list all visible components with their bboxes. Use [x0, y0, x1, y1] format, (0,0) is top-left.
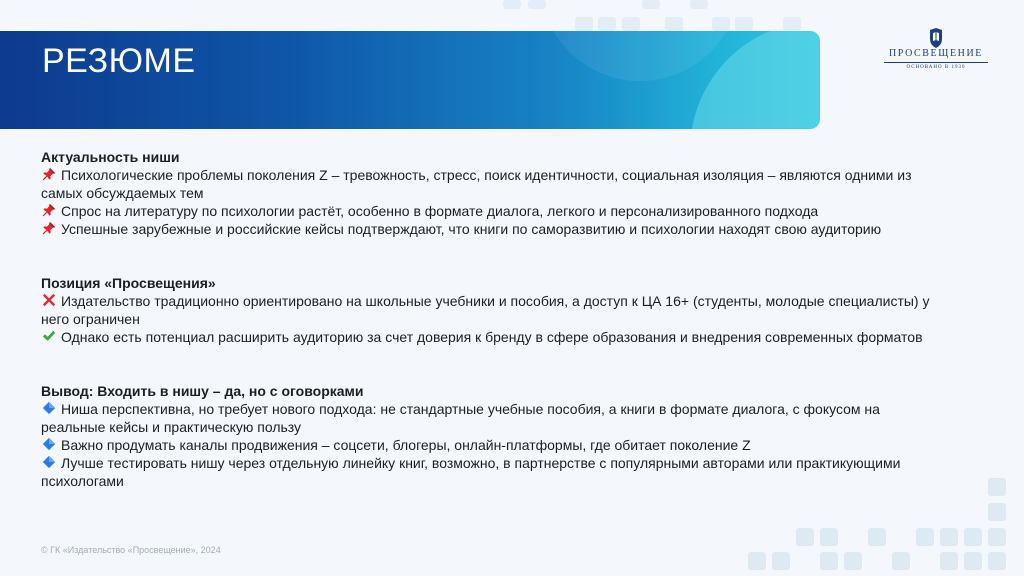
decor-square	[690, 0, 708, 9]
logo-subtitle: ОСНОВАНО В 1930	[906, 65, 966, 70]
pushpin-icon	[41, 167, 57, 181]
cross-mark-icon	[41, 293, 57, 307]
decor-square	[503, 0, 521, 9]
list-item	[41, 202, 941, 220]
decor-square	[598, 17, 616, 31]
decor-square	[642, 0, 660, 9]
decor-square	[528, 0, 546, 9]
list-item	[41, 220, 941, 238]
list-item	[41, 454, 941, 490]
decor-square	[748, 552, 766, 570]
section-niche-relevance	[41, 148, 941, 238]
decor-square	[940, 552, 958, 570]
item-text: Успешные зарубежные и российские кейсы подтверждают, что книги по саморазвитию и психологии находят свою аудиторию	[61, 221, 882, 237]
item-text: Ниша перспективна, но требует нового подхода: не стандартные учебные пособия, а книги в формате диалога, с фокусом на реальные кейсы и практическую пользу	[41, 401, 880, 435]
book-shield-icon	[928, 28, 944, 48]
section-heading: Позиция «Просвещения»	[41, 275, 216, 291]
decor-square	[964, 528, 982, 546]
decor-square	[892, 552, 910, 570]
prosveshchenie-logo	[872, 28, 1000, 72]
item-text: Лучше тестировать нишу через отдельную линейку книг, возможно, в партнерстве с популярными авторами или практикующими психологами	[41, 455, 901, 489]
decor-square	[796, 528, 814, 546]
slide-title: РЕЗЮМЕ	[42, 42, 196, 80]
blue-diamond-icon	[41, 455, 57, 469]
list-item	[41, 292, 941, 328]
decor-square	[820, 552, 838, 570]
decor-square	[575, 17, 593, 31]
decor-square	[712, 17, 730, 31]
decor-square	[772, 552, 790, 570]
pushpin-icon	[41, 203, 57, 217]
decor-square	[988, 503, 1006, 521]
decor-square	[916, 528, 934, 546]
logo-name: ПРОСВЕЩЕНИЕ	[888, 48, 984, 59]
decor-square	[783, 17, 801, 31]
banner-decor-circle	[540, 31, 740, 81]
list-item	[41, 328, 941, 346]
section-company-position	[41, 274, 941, 346]
decor-square	[868, 528, 886, 546]
blue-diamond-icon	[41, 401, 57, 415]
resume-content	[41, 148, 941, 490]
decor-square	[988, 528, 1006, 546]
check-mark-icon	[41, 329, 57, 343]
list-item	[41, 400, 941, 436]
item-text: Психологические проблемы поколения Z – тревожность, стресс, поиск идентичности, социальная изоляция – являются одними из самых обсуждаемых тем	[41, 167, 912, 201]
blue-diamond-icon	[41, 437, 57, 451]
section-heading: Вывод: Входить в нишу – да, но с оговорками	[41, 383, 364, 399]
decor-square	[665, 17, 683, 31]
logo-divider	[884, 62, 988, 63]
decor-square	[820, 528, 838, 546]
decor-square	[964, 552, 982, 570]
section-conclusion	[41, 382, 941, 490]
item-text: Издательство традиционно ориентировано на школьные учебники и пособия, а доступ к ЦА 16+ (студенты, молодые специалисты) у него ограничен	[41, 293, 930, 327]
section-heading: Актуальность ниши	[41, 149, 180, 165]
list-item	[41, 166, 941, 202]
item-text: Важно продумать каналы продвижения – соцсети, блогеры, онлайн-платформы, где обитает поколение Z	[61, 437, 751, 453]
item-text: Однако есть потенциал расширить аудиторию за счет доверия к бренду в сфере образования и внедрения современных форматов	[61, 329, 923, 345]
decor-square	[988, 478, 1006, 496]
decor-square	[988, 552, 1006, 570]
decor-square	[844, 552, 862, 570]
decor-square	[940, 528, 958, 546]
pushpin-icon	[41, 221, 57, 235]
item-text: Спрос на литературу по психологии растёт, особенно в формате диалога, легкого и персонализированного подхода	[61, 203, 819, 219]
copyright-footer: © ГК «Издательство «Просвещение», 2024	[41, 545, 221, 555]
decor-square	[622, 17, 640, 31]
list-item	[41, 436, 941, 454]
decor-square	[735, 17, 753, 31]
